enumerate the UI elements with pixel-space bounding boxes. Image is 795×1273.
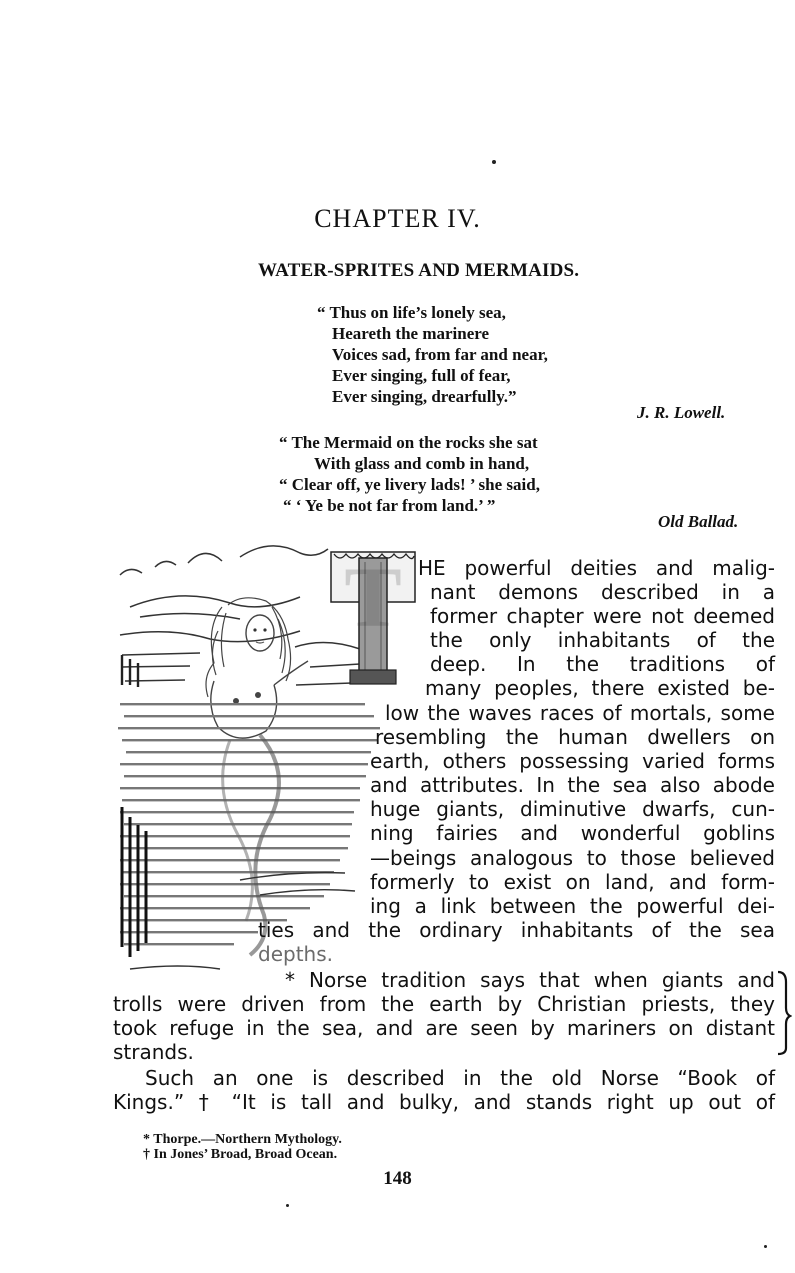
epigraph-attribution: J. R. Lowell. [637,403,726,422]
scan-speck [286,1204,289,1207]
footnote: * Thorpe.—Northern Mythology. [143,1132,342,1147]
text-line: Such an one is described in the old Norse “Book of [145,1066,775,1090]
margin-bracket [776,968,792,1058]
verse-line: “ Thus on life’s lonely sea, [317,303,506,322]
drop-cap-letter: T [344,549,402,645]
text-line: nant demons described in a [430,580,775,604]
verse-line: With glass and comb in hand, [314,454,530,473]
text-line: the only inhabitants of the [430,628,775,652]
text-line: ties and the ordinary inhabitants of the sea [258,918,775,942]
scan-speck [492,160,496,164]
page-number: 148 [383,1168,412,1189]
text-line: former chapter were not deemed [430,604,775,628]
text-line: earth, others possessing varied forms [370,749,775,773]
text-line: resembling the human dwellers on [375,725,775,749]
text-line: ning fairies and wonderful goblins [370,821,775,845]
text-line: strands. [113,1040,194,1064]
verse-line: “ Clear off, ye livery lads! ’ she said, [279,475,540,494]
text-line: trolls were driven from the earth by Christian priests, they [113,992,775,1016]
text-line: formerly to exist on land, and form- [370,870,775,894]
text-line: ing a link between the powerful dei- [370,894,775,918]
verse-line: Voices sad, from far and near, [332,345,548,364]
text-line: and attributes. In the sea also abode [370,773,775,797]
drop-cap [330,548,416,688]
section-title: WATER-SPRITES AND MERMAIDS. [258,260,580,281]
epigraph-attribution: Old Ballad. [658,512,739,531]
text-line: low the waves races of mortals, some [385,701,775,725]
text-line: * Norse tradition says that when giants and [285,968,775,992]
text-line: Kings.” † “It is tall and bulky, and stands right up out of [113,1090,775,1114]
footnotes [143,1132,342,1162]
text-line: took refuge in the sea, and are seen by mariners on distant [113,1016,775,1040]
footnote: † In Jones’ Broad, Broad Ocean. [143,1147,338,1162]
text-line: HE powerful deities and malig- [418,556,775,580]
verse-line: “ ‘ Ye be not far from land.’ ” [283,496,496,515]
text-line: —beings analogous to those believed [370,846,775,870]
text-line: depths. [258,942,333,966]
epigraph-lowell [317,302,548,407]
text-line: deep. In the traditions of [430,652,775,676]
verse-line: “ The Mermaid on the rocks she sat [279,433,538,452]
chapter-heading: CHAPTER IV. [314,204,481,233]
verse-line: Ever singing, drearfully.” [332,387,517,406]
scan-speck [764,1245,767,1248]
epigraph-ballad [279,432,540,516]
text-line: many peoples, there existed be- [425,676,775,700]
verse-line: Ever singing, full of fear, [332,366,511,385]
verse-line: Heareth the marinere [332,324,490,343]
text-line: huge giants, diminutive dwarfs, cun- [370,797,775,821]
